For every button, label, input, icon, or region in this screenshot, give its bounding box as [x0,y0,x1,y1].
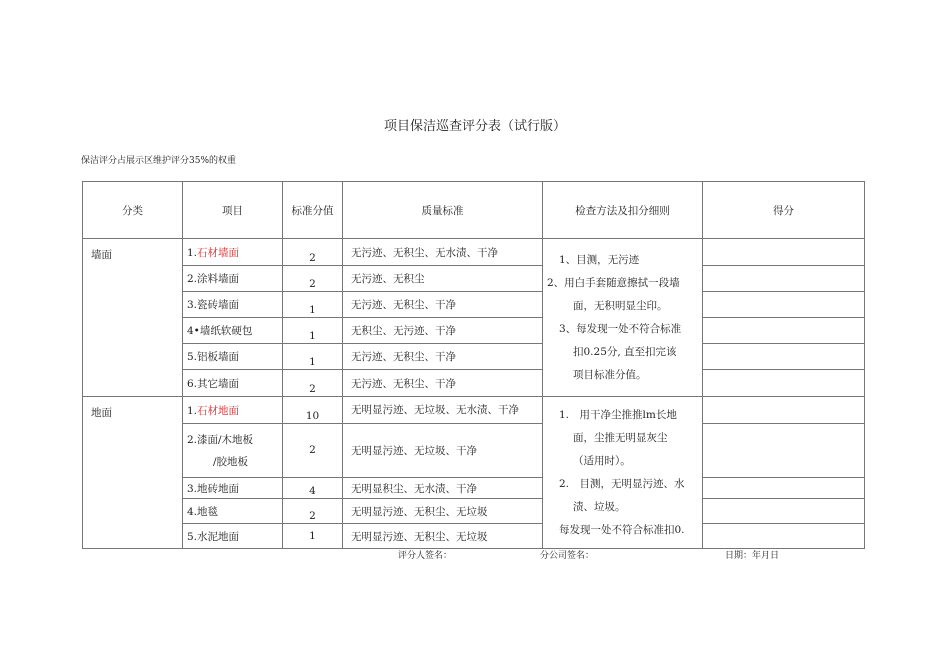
header-row [83,182,865,239]
table-row [83,424,865,478]
standard-cell: 无明显污迹、无积尘、无垃圾 [343,524,543,549]
table-row [83,318,865,344]
score-cell: 1 [283,344,343,370]
result-cell[interactable] [703,239,865,266]
score-table [82,181,865,549]
result-cell[interactable] [703,370,865,397]
result-cell[interactable] [703,266,865,292]
table-row [83,397,865,424]
item-cell: 1.石材地面 [183,397,283,424]
method-cell: 1. 用干净尘推推lm长地 面，尘推无明显灰尘 （适用时）。 2. 目测，无明显污迹、水 渍、垃圾。 每发现一处不符合标准扣0. [543,397,703,549]
item-cell: 4•墙纸软硬包 [183,318,283,344]
item-cell: 5.水泥地面 [183,524,283,549]
col-header: 项目 [183,182,283,239]
standard-cell: 无积尘、无污迹、干净 [343,318,543,344]
date-field: 日期：年月日 [725,551,780,561]
standard-cell: 无污迹、无积尘 [343,266,543,292]
score-cell: 2 [283,266,343,292]
item-cell: 1.石材墙面 [183,239,283,266]
score-cell: 1 [283,292,343,318]
rater-signature: 评分人签名： [398,551,453,561]
table-row [83,266,865,292]
standard-cell: 无污迹、无积尘、干净 [343,344,543,370]
score-cell: 1 [283,524,343,549]
standard-cell: 无污迹、无积尘、干净 [343,370,543,397]
result-cell[interactable] [703,524,865,549]
page-title: 项目保洁巡查评分表（试行版） [383,119,566,134]
standard-cell: 无明显污迹、无垃圾、干净 [343,424,543,478]
score-cell: 1 [283,318,343,344]
table-row [83,292,865,318]
standard-cell: 无明显污迹、无积尘、无垃圾 [343,499,543,524]
score-cell: 2 [283,370,343,397]
result-cell[interactable] [703,478,865,499]
branch-signature: 分公司签名： [540,551,595,561]
table-row [83,370,865,397]
col-header: 质量标准 [343,182,543,239]
col-header: 标准分值 [283,182,343,239]
item-cell: 3.地砖地面 [183,478,283,499]
table-row [83,239,865,266]
col-header: 分类 [83,182,183,239]
score-cell: 2 [283,499,343,524]
method-cell: 1、目测，无污迹 2、用白手套随意擦拭一段墙 面，无积明显尘印。 3、每发现一处不符合标准 扣0.25分, 直至扣完该 项目标准分值。 [543,239,703,397]
item-cell: 4.地毯 [183,499,283,524]
table-row [83,344,865,370]
score-cell: 10 [283,397,343,424]
item-cell: 5.铝板墙面 [183,344,283,370]
category-cell: 地面 [83,397,183,549]
item-cell: 2.漆面/木地板 /胶地板 [183,424,283,478]
score-cell: 2 [283,239,343,266]
score-cell: 4 [283,478,343,499]
standard-cell: 无污迹、无积尘、无水渍、干净 [343,239,543,266]
category-cell: 墙面 [83,239,183,397]
item-cell: 6.其它墙面 [183,370,283,397]
score-cell: 2 [283,424,343,478]
col-header: 检查方法及扣分细则 [543,182,703,239]
weight-note: 保洁评分占展示区维护评分35%的权重 [81,156,237,166]
result-cell[interactable] [703,499,865,524]
table-row [83,478,865,499]
item-cell: 3.瓷砖墙面 [183,292,283,318]
result-cell[interactable] [703,292,865,318]
result-cell[interactable] [703,397,865,424]
result-cell[interactable] [703,424,865,478]
result-cell[interactable] [703,344,865,370]
item-cell: 2.涂料墙面 [183,266,283,292]
result-cell[interactable] [703,318,865,344]
standard-cell: 无污迹、无积尘、干净 [343,292,543,318]
col-header: 得分 [703,182,865,239]
table-row [83,524,865,549]
table-row [83,499,865,524]
standard-cell: 无明显积尘、无水渍、干净 [343,478,543,499]
standard-cell: 无明显污迹、无垃圾、无水渍、干净 [343,397,543,424]
